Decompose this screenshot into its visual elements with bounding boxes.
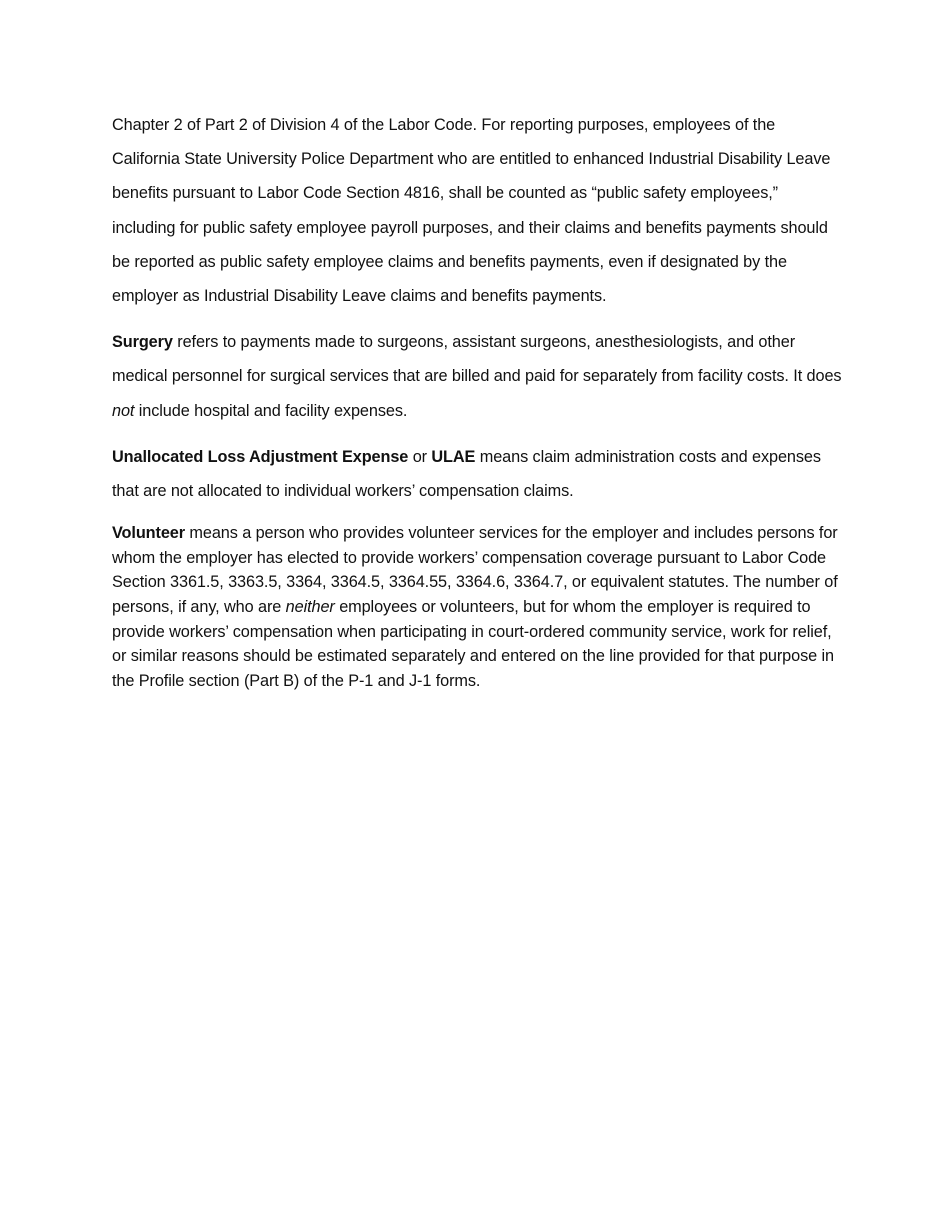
definition-text: means claim administration costs and expenses that are not allocated to individual workers’ compensation claims. [112,447,821,501]
term-ulae-abbr: ULAE [431,447,476,466]
paragraph-surgery-definition [112,325,844,428]
paragraph-text: Chapter 2 of Part 2 of Division 4 of the Labor Code. For reporting purposes, employees of the California State University Police Department who are entitled to enhanced Industrial Disability Leave benefits pursuant to Labor Code Section 4816, shall be counted as “public safety employees,” including for public safety employee payroll purposes, and their claims and benefits payments should be reported as public safety employee claims and benefits payments, even if designated by the employer as Industrial Disability Leave claims and benefits payments. [112,116,831,306]
paragraph-public-safety-employees [112,108,844,313]
term-surgery: Surgery [112,333,173,352]
definition-text-end: employees or volunteers, but for whom the employer is required to provide workers’ compensation when participating in court-ordered community service, work for relief, or similar reasons should be estimated separately and entered on the line provided for that purpose in the Profile section (Part B) of the P-1 and J-1 forms. [112,598,834,690]
definition-text-end: include hospital and facility expenses. [134,401,408,420]
term-ulae-full: Unallocated Loss Adjustment Expense [112,447,409,466]
paragraph-volunteer-definition [112,521,844,693]
emphasis-neither: neither [285,598,335,617]
term-volunteer: Volunteer [112,524,185,543]
definition-text: refers to payments made to surgeons, assistant surgeons, anesthesiologists, and other medical personnel for surgical services that are billed and paid for separately from facility costs. It does [112,333,842,386]
paragraph-ulae-definition [112,440,844,508]
document-page [112,108,844,693]
emphasis-not: not [112,401,135,420]
term-joiner: or [408,447,432,466]
definition-text: means a person who provides volunteer services for the employer and includes persons for whom the employer has elected to provide workers’ compensation coverage pursuant to Labor Code Section 3361.5, 3363.5, 3364, 3364.5, 3364.55, 3364.6, 3364.7, or equivalent statutes. The number of persons, if any, who are [112,524,838,617]
